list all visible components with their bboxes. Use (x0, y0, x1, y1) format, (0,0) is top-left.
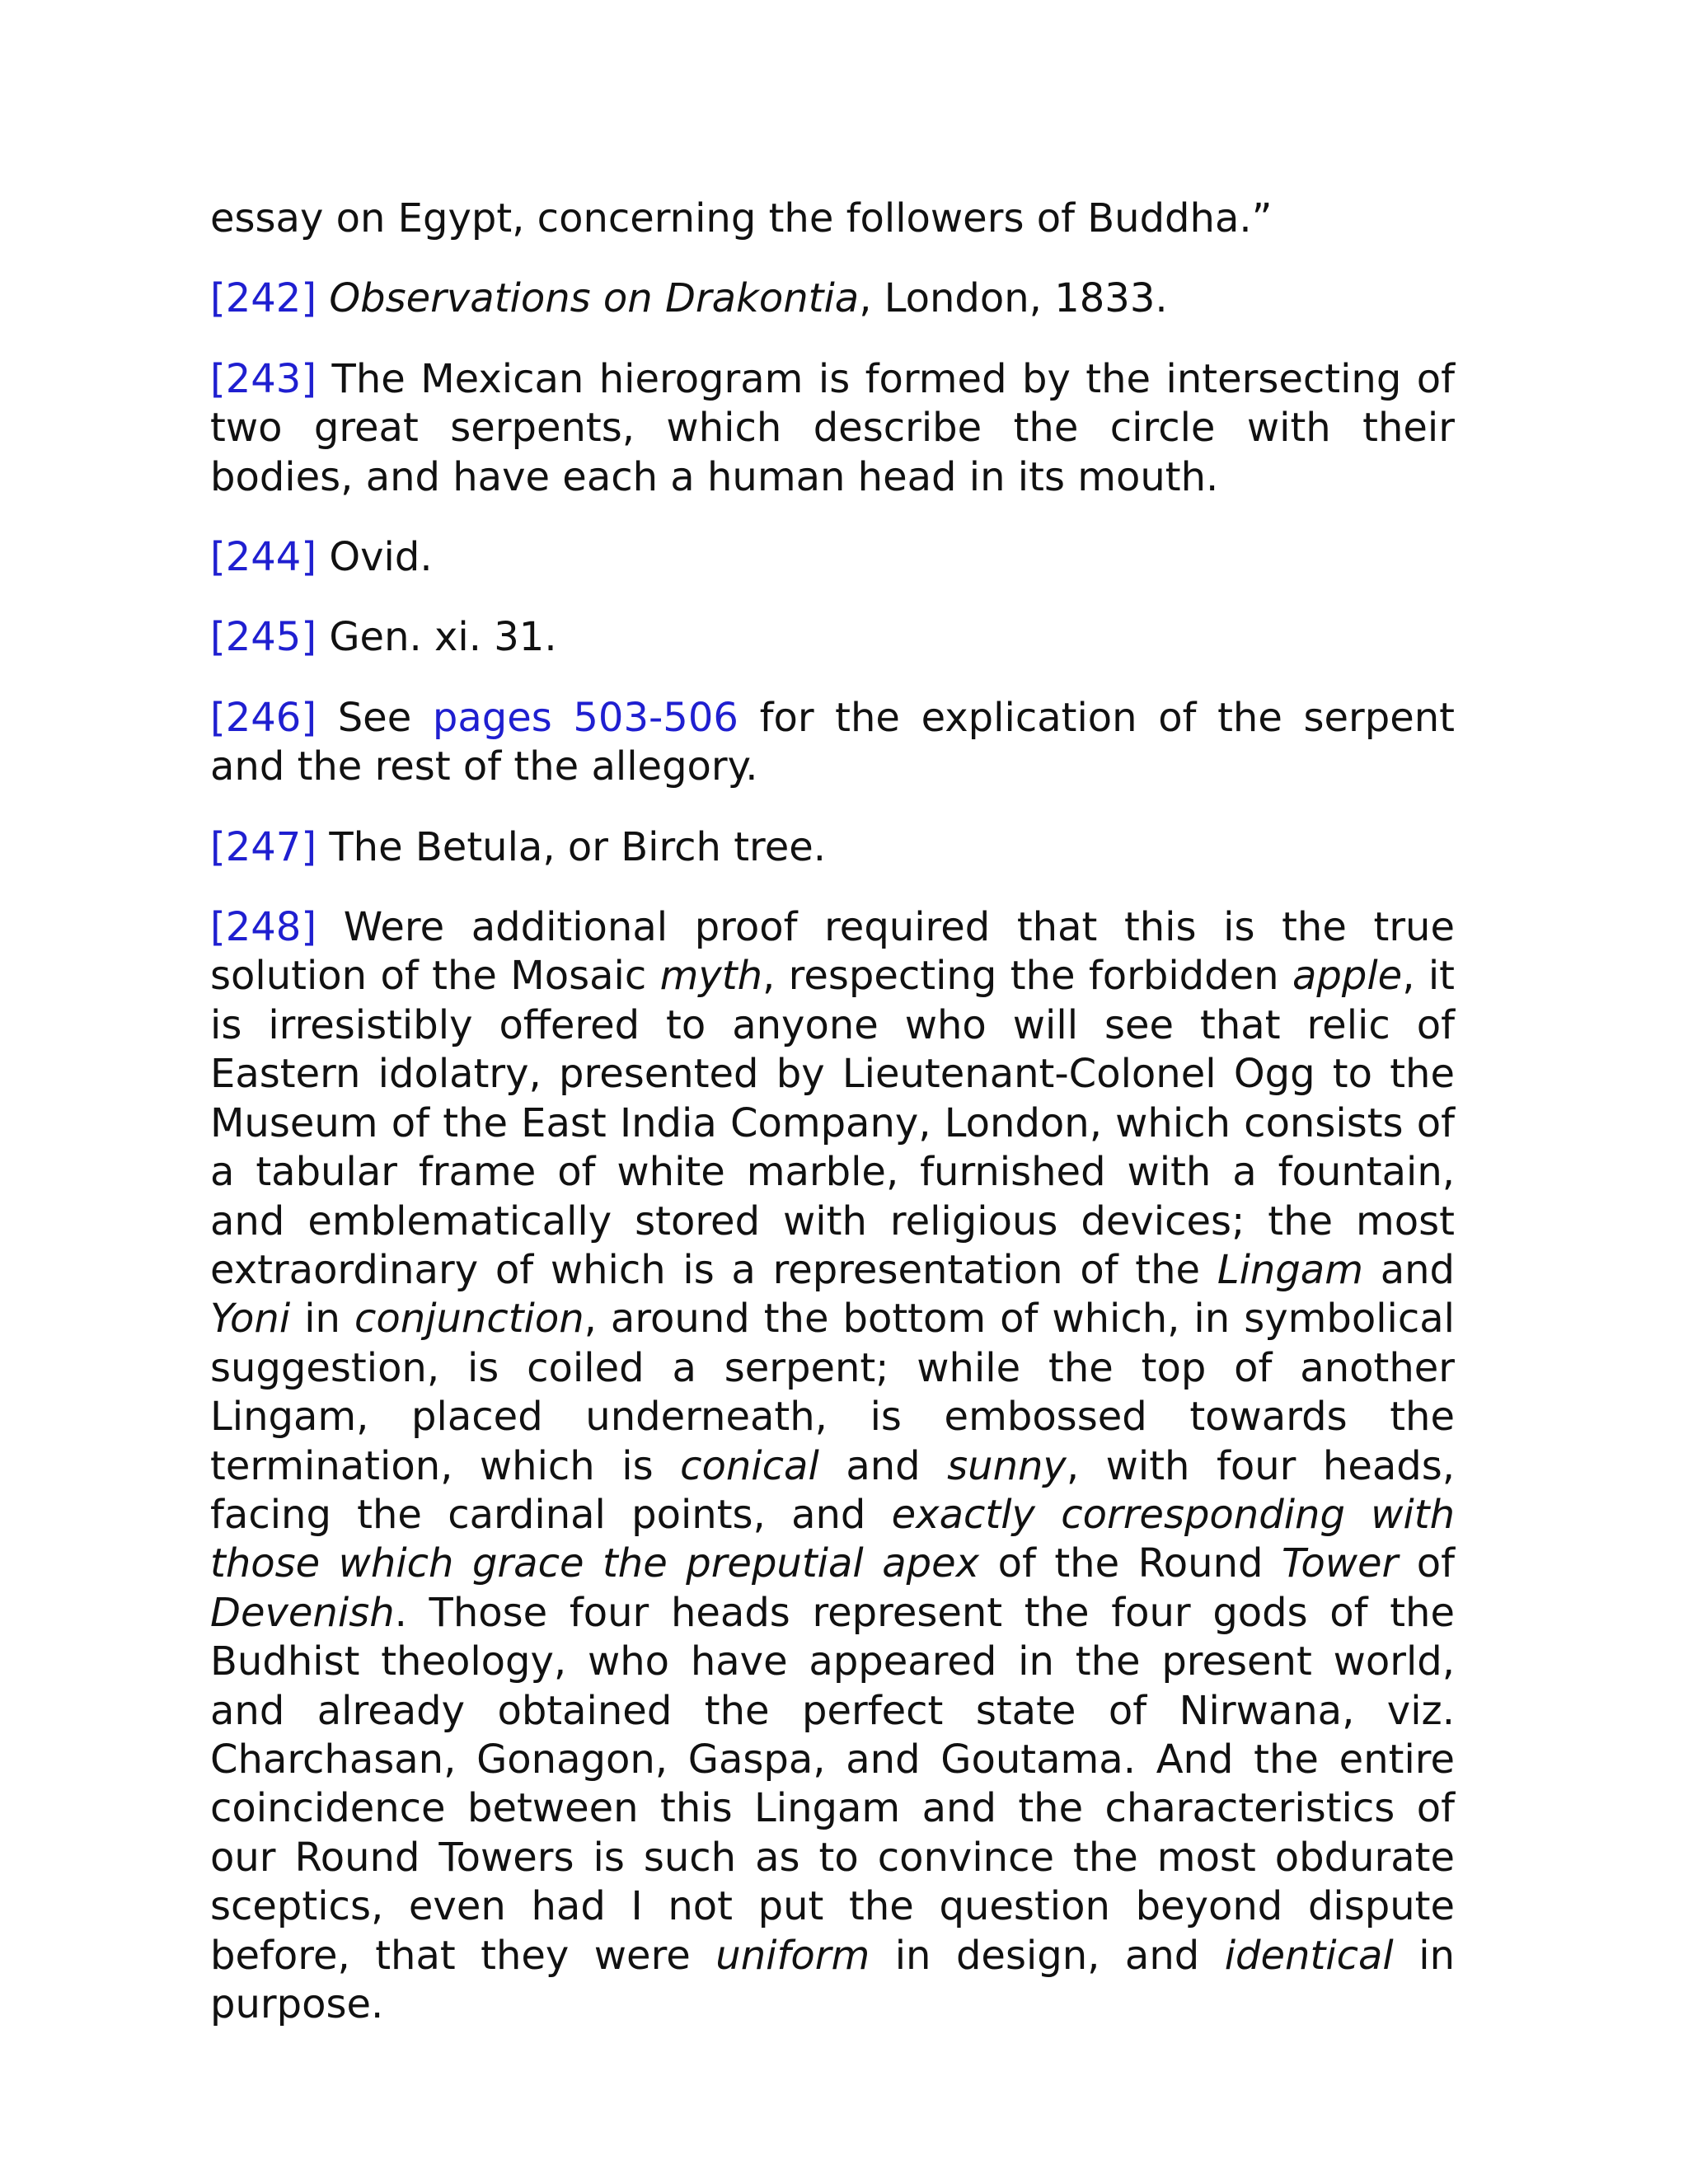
footnote-244-text: Ovid. (329, 534, 433, 581)
footnote-ref-244[interactable]: [244] (210, 534, 317, 581)
footnote-246-post: for the explication of the serpent and the rest of the allegory. (210, 694, 1455, 790)
footnote-246 (210, 694, 1455, 792)
footnote-248-text: and (1380, 1246, 1456, 1293)
footnote-248-italic: Devenish (210, 1589, 395, 1636)
footnote-248-text: in (304, 1296, 340, 1343)
footnote-243-text: The Mexican hierogram is formed by the intersecting of two great serpents, which describe the circle with their bodies, and have each a human head in its mouth. (210, 355, 1455, 500)
footnote-ref-242[interactable]: [242] (210, 275, 317, 322)
footnote-ref-248[interactable]: [248] (210, 904, 317, 951)
footnote-ref-245[interactable]: [245] (210, 614, 317, 661)
footnote-248-text: in purpose. (210, 1932, 1456, 2027)
footnote-248-italic: uniform (715, 1932, 870, 1979)
footnote-248-text: , with four heads, facing the cardinal points, and (210, 1442, 1456, 1538)
footnote-242 (210, 274, 1455, 323)
footnote-248-italic: conical (680, 1442, 819, 1489)
document-page (210, 194, 1455, 2060)
footnote-248-italic: apple (1292, 953, 1403, 1000)
footnote-248-text: of (1416, 1540, 1456, 1587)
footnote-248-text: . Those four heads represent the four gods of the Budhist theology, who have appeared in the present world, and already obtained the perfect state of Nirwana, viz. Charchasan, Gonagon, Gaspa, and Goutama. And the entire coincidence between this Lingam and the characteristics of our Round Towers is such as to convince the most obdurate sceptics, even had I not put the question beyond dispute before, that they were (210, 1589, 1455, 1979)
pages-link[interactable]: pages 503-506 (432, 694, 738, 741)
footnote-248-text: of the Round (997, 1540, 1264, 1587)
footnote-248-italic: Yoni (210, 1296, 291, 1343)
footnote-248-text: , around the bottom of which, in symbolical suggestion, is coiled a serpent; while the top of another Lingam, placed underneath, is embossed towards the termination, which is (210, 1296, 1456, 1489)
footnote-246-pre: See (337, 694, 412, 741)
footnote-247-text: The Betula, or Birch tree. (329, 823, 827, 870)
footnote-248 (210, 903, 1455, 2029)
footnote-248-text: , it is irresistibly offered to anyone who will see that relic of Eastern idolatry, presented by Lieutenant-Colonel Ogg to the Museum of the East India Company, London, which consists of a tabular frame of white marble, furnished with a fountain, and emblematically stored with religious devices; the most extraordinary of which is a representation of the (210, 953, 1455, 1293)
footnote-248-italic: identical (1224, 1932, 1394, 1979)
footnote-248-italic: conjunction (354, 1296, 584, 1343)
footnote-242-text: , London, 1833. (859, 275, 1168, 322)
continuation-text: essay on Egypt, concerning the followers of Buddha.” (210, 195, 1273, 241)
footnote-248-text: Were additional proof required that this is the true solution of the Mosaic (210, 904, 1455, 1000)
footnote-248-italic: exactly corresponding with those which grace the preputial apex (210, 1491, 1456, 1587)
footnote-247 (210, 823, 1455, 872)
footnote-248-text: , respecting the forbidden (762, 953, 1279, 1000)
footnote-242-title: Observations on Drakontia (329, 275, 860, 322)
footnote-248-italic: myth (659, 953, 763, 1000)
footnote-244 (210, 533, 1455, 582)
footnote-243 (210, 355, 1455, 502)
footnote-248-text: in design, and (894, 1932, 1200, 1979)
footnote-ref-247[interactable]: [247] (210, 823, 317, 870)
footnote-248-italic: Tower (1281, 1540, 1399, 1587)
continuation-paragraph (210, 194, 1455, 243)
footnote-ref-243[interactable]: [243] (210, 355, 317, 402)
footnote-248-italic: sunny (947, 1442, 1067, 1489)
footnote-248-text: and (846, 1442, 921, 1489)
footnote-245 (210, 613, 1455, 662)
footnote-245-text: Gen. xi. 31. (329, 614, 557, 661)
footnote-ref-246[interactable]: [246] (210, 694, 317, 741)
footnote-248-italic: Lingam (1217, 1246, 1363, 1293)
